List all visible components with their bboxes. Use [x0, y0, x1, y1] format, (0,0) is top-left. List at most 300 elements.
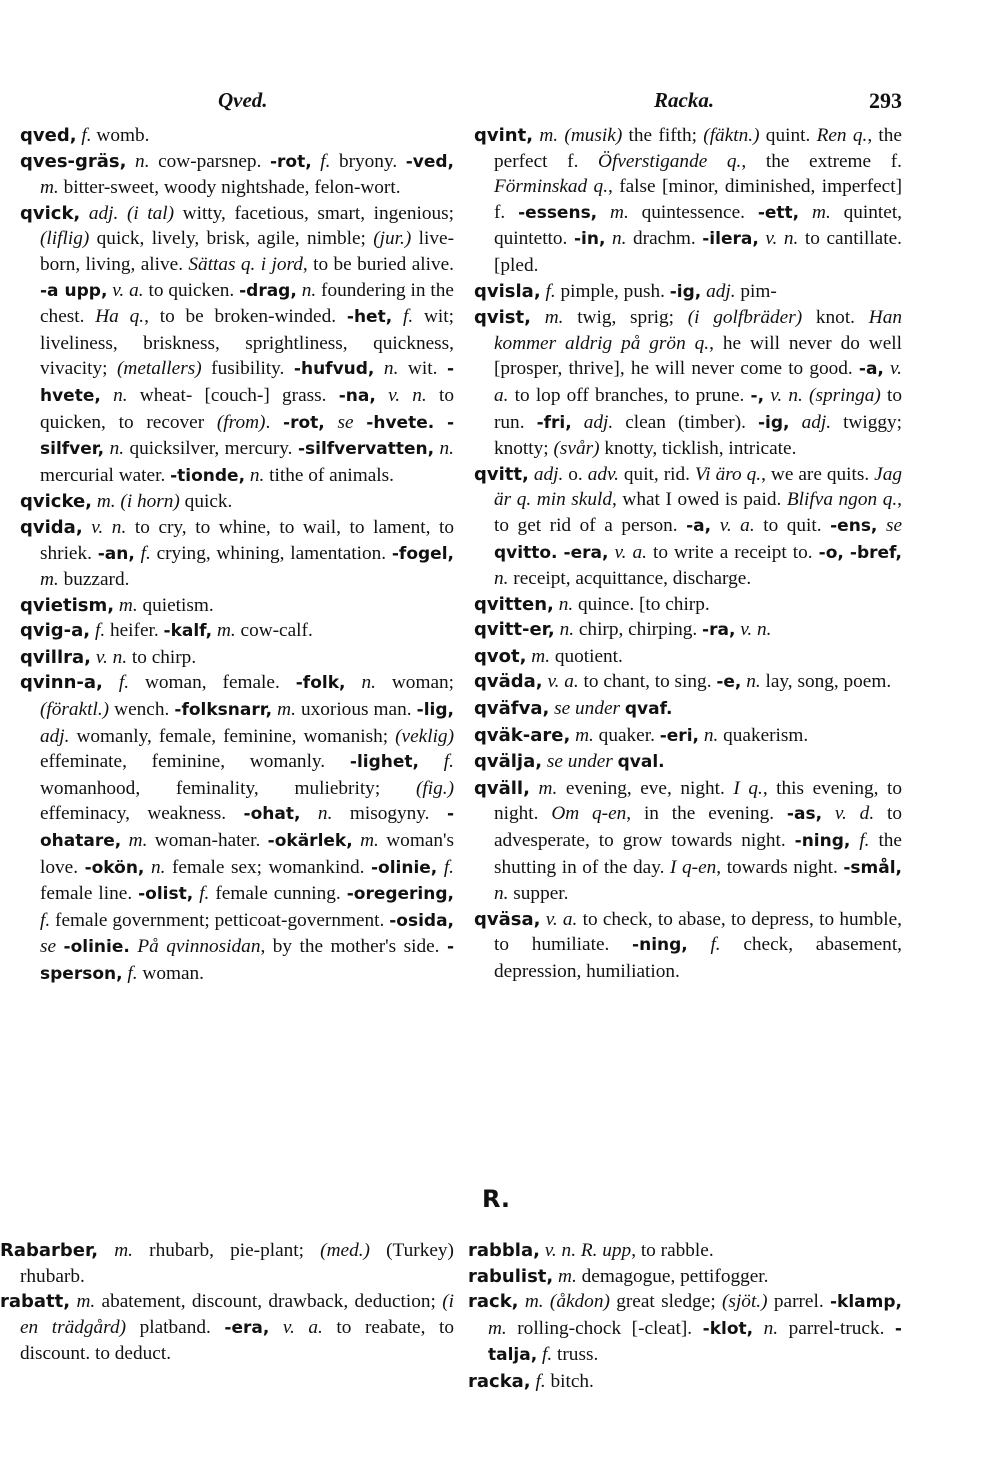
definition-text: , in the evening.: [626, 803, 787, 825]
italic-text: f.: [94, 620, 106, 642]
italic-text: adj.: [40, 725, 70, 747]
subentry: qvaf.: [624, 699, 673, 720]
definition-text: [688, 934, 711, 955]
italic-text: m.: [812, 201, 831, 223]
italic-text: v. n.: [544, 1240, 577, 1261]
italic-text: v. a.: [112, 279, 144, 301]
headword: rabbla,: [468, 1240, 540, 1261]
headword: qvitten,: [474, 593, 554, 615]
subentry: -o,: [818, 542, 844, 563]
definition-text: evening, eve, night.: [557, 777, 734, 799]
definition-text: cow-calf.: [235, 620, 313, 642]
definition-text: quince. [to chirp.: [573, 593, 710, 615]
subentry: -essens,: [518, 202, 598, 223]
definition-text: chirp, chirping.: [574, 619, 703, 641]
right-column-r-section: [468, 1238, 902, 1395]
definition-text: , the perfect f.: [494, 125, 902, 172]
italic-text: (liflig): [40, 228, 90, 250]
italic-text: m.: [531, 645, 551, 667]
subentry: qval.: [617, 752, 665, 773]
italic-text: n.: [249, 464, 265, 486]
italic-text: (veklig): [395, 725, 454, 747]
italic-text: (åkdon): [549, 1291, 610, 1313]
dictionary-entry: [20, 489, 454, 515]
italic-text: n.: [301, 279, 317, 301]
definition-text: bryony.: [330, 150, 406, 172]
definition-text: wheat- [couch-] grass.: [127, 384, 339, 406]
subentry: -ved,: [405, 151, 454, 172]
headword: qvick,: [20, 202, 81, 224]
italic-text: adj.: [801, 411, 832, 433]
italic-text: f.: [81, 125, 92, 146]
italic-text: Förminskad q.: [494, 176, 609, 198]
definition-text: [126, 151, 135, 172]
italic-text: m.: [114, 1240, 133, 1261]
italic-text: Sättas q. i jord: [188, 253, 303, 275]
subentry: -in,: [573, 229, 606, 250]
definition-text: effeminate, feminine, womanly.: [40, 751, 350, 773]
italic-text: (föraktl.): [40, 699, 110, 721]
definition-text: to write a receipt to.: [646, 541, 819, 563]
subentry: -hvete,: [40, 359, 454, 406]
italic-text: se: [885, 514, 903, 536]
dictionary-entry: [20, 593, 454, 619]
definition-text: , by the mother's side.: [260, 936, 447, 958]
definition-text: buzzard.: [58, 569, 130, 591]
dictionary-entry: [474, 907, 902, 985]
subentry: -olinie,: [370, 857, 438, 878]
subentry: -fri,: [536, 412, 572, 433]
left-column-r-section: [0, 1238, 454, 1367]
subentry: -ning,: [632, 935, 688, 956]
subentry: qvitto.: [494, 542, 558, 563]
italic-text: n.: [317, 803, 333, 825]
italic-text: Han kommer aldrig på grön q.: [494, 307, 902, 354]
dictionary-entry: [474, 776, 902, 907]
italic-text: n.: [558, 593, 574, 615]
dictionary-entry: [20, 670, 454, 987]
dictionary-entry: [474, 696, 902, 723]
definition-text: [376, 385, 388, 406]
dictionary-entry: [474, 305, 902, 462]
italic-text: Blifva ngon q.: [786, 489, 898, 511]
dictionary-entry: [474, 644, 902, 670]
headword: rack,: [468, 1291, 519, 1313]
definition-text: heifer.: [105, 620, 164, 642]
dictionary-entry: [474, 123, 902, 279]
definition-text: , to rabble.: [631, 1240, 714, 1261]
subentry: -ohat,: [243, 804, 301, 825]
definition-text: quietism.: [137, 594, 214, 616]
definition-text: fusibility.: [201, 358, 294, 380]
definition-text: rhubarb, pie-plant;: [133, 1240, 321, 1261]
subentry: -rot,: [269, 151, 312, 172]
definition-text: , to be broken-winded.: [144, 306, 347, 328]
italic-text: v. a.: [614, 541, 647, 563]
headword: qvitt-er,: [474, 619, 555, 641]
italic-text: m.: [360, 830, 379, 852]
definition-text: pimple, push.: [555, 280, 670, 302]
subentry: -silfver,: [40, 412, 454, 460]
subentry: -a,: [858, 359, 884, 380]
definition-text: quakerism.: [718, 724, 809, 746]
italic-text: f.: [535, 1370, 546, 1392]
headword: qvälja,: [474, 751, 543, 773]
dictionary-entry: [0, 1289, 454, 1367]
dictionary-entry: [20, 149, 454, 201]
headword: qvillra,: [20, 646, 91, 668]
italic-text: adj.: [583, 411, 614, 433]
italic-text: m.: [610, 201, 629, 223]
definition-text: misogyny.: [332, 803, 447, 825]
definition-text: quintet, quintetto.: [494, 201, 902, 250]
italic-text: m.: [558, 1265, 577, 1287]
definition-text: female cunning.: [209, 883, 347, 905]
definition-text: great sledge;: [609, 1291, 723, 1313]
definition-text: , we are quits.: [761, 463, 875, 485]
section-letter: R.: [481, 1185, 511, 1213]
definition-text: [605, 228, 612, 249]
definition-text: quotient.: [550, 645, 623, 667]
italic-text: m.: [40, 569, 59, 591]
definition-text: supper.: [508, 883, 569, 905]
definition-text: womb.: [91, 125, 150, 146]
italic-text: m.: [277, 699, 296, 721]
italic-text: v. n.: [765, 228, 799, 250]
headword: Rabarber,: [0, 1240, 99, 1261]
definition-text: female government; petticoat-government.: [50, 909, 390, 931]
dictionary-entry: [20, 618, 454, 645]
italic-text: m.: [538, 777, 558, 799]
italic-text: v. n.: [388, 384, 427, 406]
subentry: -het,: [346, 307, 393, 328]
dictionary-entry: [468, 1369, 902, 1395]
subentry: -ig,: [669, 281, 702, 302]
dictionary-entry: [474, 617, 902, 644]
subentry: -hvete.: [366, 412, 435, 433]
definition-text: crying, whining, lamentation.: [150, 542, 392, 564]
definition-text: [531, 307, 545, 328]
subentry: -sperson,: [40, 937, 454, 984]
italic-text: adj.: [88, 202, 119, 224]
definition-text: wit; liveliness, briskness, sprightliness, quickness, vivacity;: [40, 306, 454, 380]
subentry: -smål,: [843, 857, 902, 878]
definition-text: (Turkey) rhubarb.: [20, 1240, 454, 1287]
italic-text: n.: [150, 856, 166, 878]
definition-text: clean (timber).: [613, 411, 758, 433]
italic-text: se: [40, 936, 57, 958]
definition-text: , towards night.: [716, 856, 844, 878]
dictionary-entry: [474, 462, 902, 592]
definition-text: o.: [563, 463, 588, 485]
subentry: -ohatare,: [40, 804, 454, 852]
definition-text: parrel.: [767, 1291, 830, 1313]
definition-text: womanhood, feminality, muliebrity;: [40, 777, 416, 799]
definition-text: quit, rid.: [618, 463, 695, 485]
italic-text: f.: [320, 150, 331, 172]
dictionary-entry: [20, 201, 454, 490]
definition-text: [572, 412, 584, 433]
definition-text: , to get rid of a person.: [494, 489, 902, 536]
italic-text: n.: [559, 619, 575, 641]
subentry: -silfvervatten,: [297, 439, 435, 460]
definition-text: effeminacy, weakness.: [40, 803, 244, 825]
headword: qvig-a,: [20, 620, 91, 642]
italic-text: v. a.: [719, 514, 755, 536]
definition-text: [83, 517, 92, 538]
definition-text: to quit.: [754, 514, 831, 536]
italic-text: f.: [40, 909, 51, 931]
definition-text: [121, 830, 128, 851]
italic-text: (springa): [809, 384, 881, 406]
definition-text: [850, 830, 859, 851]
italic-text: (i en trädgård): [20, 1291, 454, 1338]
definition-text: [753, 1318, 764, 1339]
italic-text: adj.: [533, 463, 564, 485]
italic-text: Vi äro q.: [694, 463, 762, 485]
definition-text: [877, 515, 886, 536]
definition-text: quint.: [759, 125, 817, 146]
italic-text: (fig.): [415, 777, 454, 799]
definition-text: lay, song, poem.: [760, 671, 892, 693]
subentry: -e,: [716, 672, 742, 693]
dictionary-entry: [20, 645, 454, 671]
definition-text: [353, 830, 360, 851]
italic-text: n.: [383, 358, 399, 380]
headword: qvist,: [474, 307, 531, 329]
dictionary-entry: [0, 1238, 454, 1289]
italic-text: m.: [524, 1291, 544, 1313]
definition-text: cow-parsnep.: [149, 150, 270, 172]
subentry: -an,: [97, 543, 135, 564]
definition-text: [434, 412, 447, 433]
italic-text: (jur.): [373, 228, 412, 250]
italic-text: På qvinnosidan: [137, 936, 261, 958]
italic-text: f.: [545, 280, 556, 302]
definition-text: quintessence.: [628, 201, 758, 223]
definition-text: [392, 306, 403, 327]
subentry: -ra,: [702, 620, 736, 641]
italic-text: n.: [135, 150, 150, 172]
definition-text: check, abasement, depression, humiliation.: [494, 934, 902, 982]
dictionary-entry: [468, 1264, 902, 1290]
subentry: -folksnarr,: [174, 700, 273, 721]
subentry: -ett,: [757, 202, 800, 223]
definition-text: platband.: [126, 1316, 225, 1338]
italic-text: (metallers): [117, 358, 202, 380]
definition-text: twiggy; knotty;: [494, 411, 902, 460]
italic-text: v. d.: [834, 803, 875, 825]
definition-text: to cry, to whine, to wail, to lament, to shriek.: [40, 516, 454, 564]
definition-text: female sex; womankind.: [165, 856, 371, 878]
subentry: -klot,: [702, 1318, 754, 1339]
definition-text: woman, female.: [129, 672, 296, 694]
definition-text: [300, 803, 317, 824]
italic-text: (i golfbräder): [687, 307, 803, 329]
right-column: [474, 123, 902, 985]
subentry: -a,: [686, 515, 712, 536]
italic-text: n.: [494, 568, 509, 590]
italic-text: m.: [539, 125, 559, 146]
definition-text: to quicken, to recover: [40, 384, 454, 433]
subentry: -,: [750, 385, 765, 406]
italic-text: m.: [488, 1317, 507, 1339]
definition-text: the fifth;: [622, 125, 704, 146]
definition-text: [790, 412, 802, 433]
italic-text: Ha q.: [95, 306, 145, 328]
italic-text: m.: [216, 620, 236, 642]
definition-text: to chirp.: [127, 646, 197, 668]
italic-text: m.: [118, 594, 138, 616]
subentry: -ilera,: [702, 229, 759, 250]
definition-text: [118, 203, 127, 224]
definition-text: [354, 412, 367, 433]
headword: qvicke,: [20, 491, 92, 513]
dictionary-entry: [474, 669, 902, 696]
left-guide-word: Qved.: [218, 88, 268, 112]
italic-text: f.: [118, 672, 130, 694]
definition-text: to advesperate, to grow towards night.: [494, 803, 903, 852]
italic-text: f.: [710, 934, 721, 956]
page-number: 293: [869, 88, 902, 113]
definition-text: to run.: [494, 384, 902, 433]
definition-text: , false [minor, diminished, imperfect] f.: [494, 176, 903, 223]
definition-text: witty, facetious, smart, ingenious;: [174, 202, 455, 224]
dictionary-entry: [474, 723, 902, 750]
italic-text: f.: [199, 883, 210, 905]
subentry: -okärlek,: [267, 831, 353, 852]
definition-text: knot.: [802, 307, 869, 329]
italic-text: n.: [611, 228, 627, 250]
definition-text: drachm.: [626, 228, 703, 250]
definition-text: , to be buried alive.: [302, 253, 454, 275]
definition-text: live-born, living, alive.: [40, 228, 455, 275]
definition-text: to lop off branches, to prune.: [508, 384, 751, 406]
definition-text: [374, 358, 384, 379]
italic-text: f.: [443, 856, 454, 878]
definition-text: , this evening, to night.: [494, 777, 903, 825]
subentry: -lighet,: [349, 752, 420, 773]
definition-text: truss.: [552, 1344, 599, 1366]
definition-text: [269, 1317, 283, 1338]
italic-text: (fäktn.): [703, 125, 760, 146]
italic-text: Öfverstigande q.: [598, 150, 742, 172]
definition-text: tithe of animals.: [264, 464, 394, 486]
definition-text: rolling-chock [-cleat].: [506, 1317, 703, 1339]
definition-text: quick, lively, brisk, agile, nimble;: [89, 228, 374, 250]
subentry: -ning,: [794, 831, 851, 852]
italic-text: (musik): [564, 125, 623, 146]
italic-text: v. a.: [282, 1316, 323, 1338]
definition-text: to cantillate. [pled.: [494, 228, 902, 276]
definition-text: woman;: [375, 672, 454, 694]
italic-text: f.: [127, 963, 138, 984]
definition-text: twig, sprig;: [563, 307, 688, 329]
italic-text: (sjöt.): [722, 1291, 768, 1313]
italic-text: n.: [113, 384, 128, 406]
headword: qväda,: [474, 671, 543, 693]
headword: qvietism,: [20, 594, 115, 616]
headword: qväll,: [474, 777, 530, 799]
italic-text: f.: [443, 751, 454, 773]
italic-text: f.: [140, 542, 151, 564]
subentry: -rot,: [283, 412, 325, 433]
headword: qvitt,: [474, 463, 529, 485]
subentry: -bref,: [849, 542, 902, 563]
subentry: -era,: [563, 542, 609, 563]
subentry: -a upp,: [40, 280, 108, 301]
definition-text: [799, 202, 812, 223]
definition-text: [98, 1240, 114, 1261]
italic-text: f.: [542, 1344, 553, 1366]
definition-text: to reabate, to discount. to deduct.: [20, 1316, 454, 1365]
definition-text: pim-: [735, 280, 777, 302]
italic-text: adj.: [706, 280, 736, 302]
subentry: -folk,: [295, 673, 346, 694]
definition-text: to chant, to sing.: [578, 671, 717, 693]
italic-text: m.: [128, 830, 148, 852]
subentry: -as,: [786, 804, 823, 825]
definition-text: knotty, ticklish, intricate.: [599, 438, 797, 460]
subentry: -era,: [224, 1317, 270, 1338]
dictionary-entry: [468, 1238, 902, 1264]
subentry: -na,: [338, 385, 376, 406]
italic-text: m.: [96, 491, 116, 513]
headword: qvisla,: [474, 280, 541, 302]
definition-text: receipt, acquittance, discharge.: [508, 568, 752, 590]
definition-text: [56, 936, 63, 957]
definition-text: [597, 202, 610, 223]
italic-text: m.: [40, 177, 59, 199]
definition-text: quicksilver, mercury.: [124, 438, 298, 460]
italic-text: (med.): [320, 1240, 370, 1261]
subentry: -kalf,: [163, 621, 213, 642]
subentry: -tionde,: [170, 465, 246, 486]
definition-text: quick.: [179, 491, 233, 513]
dictionary-entry: [20, 515, 454, 593]
italic-text: se: [337, 411, 354, 433]
definition-text: [101, 385, 113, 406]
definition-text: [345, 672, 361, 693]
italic-text: Om q-en: [551, 803, 627, 825]
definition-text: wench.: [109, 699, 175, 721]
left-column: [20, 123, 454, 988]
subentry: -klamp,: [829, 1292, 902, 1313]
italic-text: R. upp: [580, 1240, 632, 1261]
definition-text: [419, 751, 444, 772]
definition-text: parrel-truck.: [778, 1317, 895, 1339]
subentry: -olist,: [138, 884, 194, 905]
italic-text: v. n.: [770, 384, 803, 406]
subentry: -okön,: [84, 857, 145, 878]
subentry: -hufvud,: [293, 359, 375, 380]
italic-text: Jag är q. min skuld: [494, 463, 903, 511]
definition-text: foundering in the chest.: [40, 279, 454, 328]
subentry: -ens,: [830, 515, 878, 536]
definition-text: bitch.: [545, 1370, 594, 1392]
subentry: -osida,: [389, 910, 454, 931]
headword: qves-gräs,: [20, 150, 127, 172]
italic-text: adv.: [587, 463, 619, 485]
italic-text: v. n.: [740, 619, 772, 641]
headword: qväsa,: [474, 908, 541, 930]
headword: qvint,: [474, 125, 534, 146]
definition-text: woman's love.: [40, 830, 454, 878]
definition-text: [103, 672, 119, 693]
definition-text: quaker.: [593, 724, 660, 746]
definition-text: woman.: [137, 963, 204, 984]
definition-text: wit.: [398, 358, 447, 380]
